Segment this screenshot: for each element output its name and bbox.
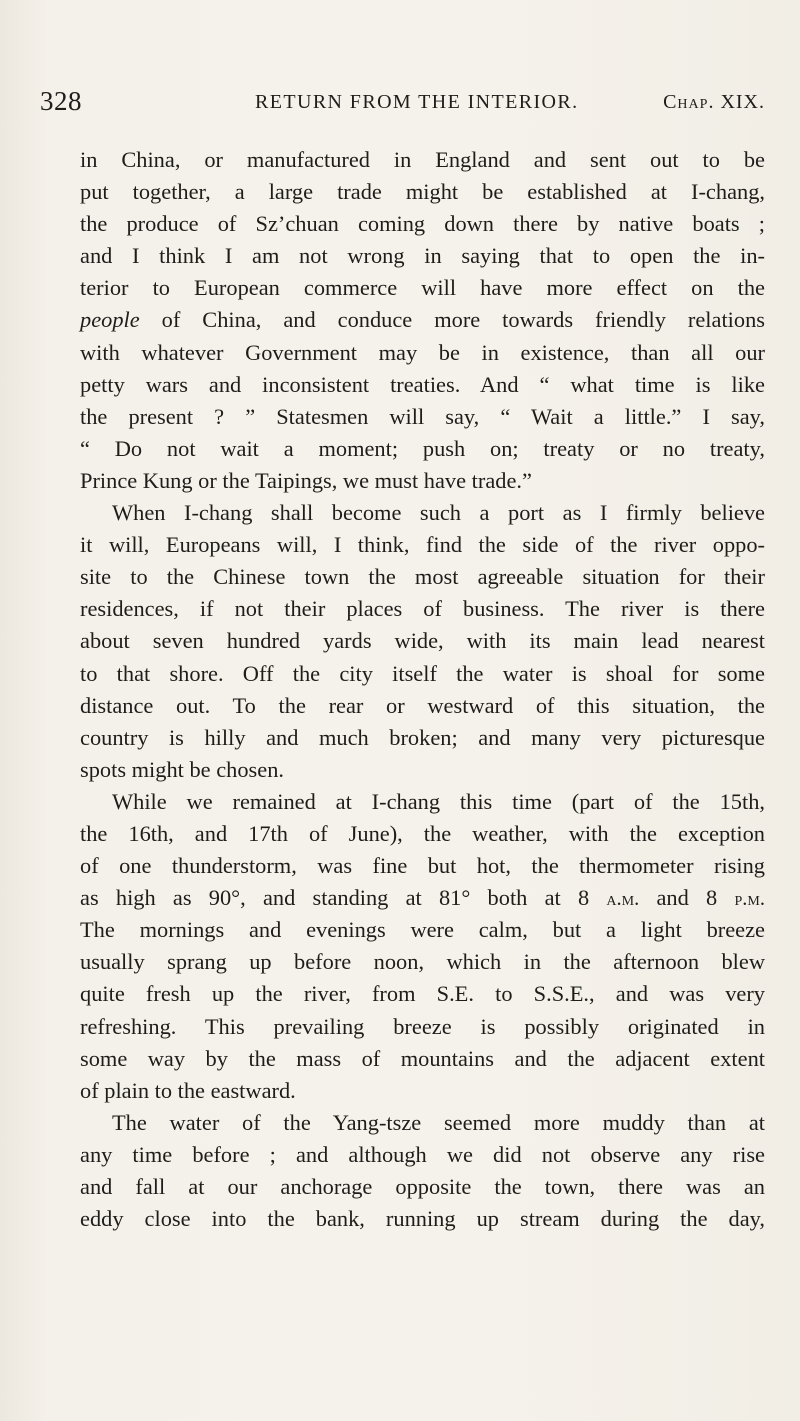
page-number: 328: [40, 86, 82, 116]
text-line: usually sprang up before noon, which in the afternoon blew: [80, 949, 765, 975]
text-line: [80, 882, 765, 914]
text-line: and fall at our anchorage opposite the town, there was an: [80, 1174, 765, 1199]
text-line: the 16th, and 17th of June), the weather, with the exception: [80, 820, 765, 846]
text-line: Prince Kung or the Taipings, we must have trade.”: [80, 467, 532, 493]
text-line: of one thunderstorm, was fine but hot, the thermometer rising: [80, 853, 765, 879]
text-line: to that shore. Off the city itself the water is shoal for some: [80, 660, 765, 686]
text-line: The mornings and evenings were calm, but a light breeze: [80, 917, 765, 943]
text-line: refreshing. This prevailing breeze is possibly originated in: [80, 1013, 765, 1039]
text-line: any time before ; and although we did not observe any rise: [80, 1141, 765, 1167]
text-line: in China, or manufactured in England and sent out to be: [80, 147, 765, 172]
text-line: some way by the mass of mountains and the adjacent extent: [80, 1045, 765, 1071]
text-line: about seven hundred yards wide, with its main lead nearest: [80, 628, 765, 654]
text-line: spots might be chosen.: [80, 756, 284, 782]
time-pm: p.m.: [734, 888, 765, 911]
text-line: While we remained at I-chang this time (part of the 15th,: [112, 788, 765, 814]
text-line: “ Do not wait a moment; push on; treaty or no treaty,: [80, 435, 765, 461]
paragraph-1: [80, 144, 765, 497]
text-fragment: of China, and conduce more towards friendly relations: [139, 307, 765, 333]
paragraph-4: [80, 1107, 765, 1235]
running-head: RETURN FROM THE INTERIOR.: [255, 91, 579, 113]
text-line: When I-chang shall become such a port as I firmly believe: [112, 500, 765, 526]
text-line: The water of the Yang-tsze seemed more muddy than at: [112, 1109, 765, 1135]
text-line: country is hilly and much broken; and many very picturesque: [80, 724, 765, 750]
text-line: [80, 304, 765, 336]
text-line: the present ? ” Statesmen will say, “ Wait a little.” I say,: [80, 403, 765, 429]
text-line: residences, if not their places of business. The river is there: [80, 596, 765, 622]
italic-word: people: [80, 307, 140, 333]
body-text: [80, 144, 765, 1235]
text-line: eddy close into the bank, running up stream during the day,: [80, 1206, 765, 1232]
text-line: put together, a large trade might be established at I-chang,: [80, 179, 765, 205]
text-line: quite fresh up the river, from S.E. to S.S.E., and was very: [80, 981, 765, 1007]
text-line: of plain to the eastward.: [80, 1077, 296, 1103]
page-header: [40, 86, 765, 122]
text-line: distance out. To the rear or westward of this situation, the: [80, 692, 765, 718]
text-line: the produce of Sz’chuan coming down there by native boats ;: [80, 211, 765, 237]
time-am: a.m.: [606, 888, 640, 911]
text-fragment: as high as 90°, and standing at 81° both at 8: [80, 885, 607, 911]
paragraph-2: [80, 497, 765, 786]
text-fragment: and 8: [639, 885, 735, 911]
text-line: site to the Chinese town the most agreeable situation for their: [80, 564, 765, 590]
text-line: it will, Europeans will, I think, find the side of the river oppo-: [80, 532, 765, 558]
text-line: terior to European commerce will have more effect on the: [80, 275, 765, 301]
text-line: petty wars and inconsistent treaties. And “ what time is like: [80, 371, 765, 397]
text-line: with whatever Government may be in existence, than all our: [80, 339, 765, 365]
text-line: and I think I am not wrong in saying that to open the in-: [80, 243, 765, 269]
paragraph-3: [80, 786, 765, 1107]
chapter-label: Chap. XIX.: [663, 91, 765, 113]
